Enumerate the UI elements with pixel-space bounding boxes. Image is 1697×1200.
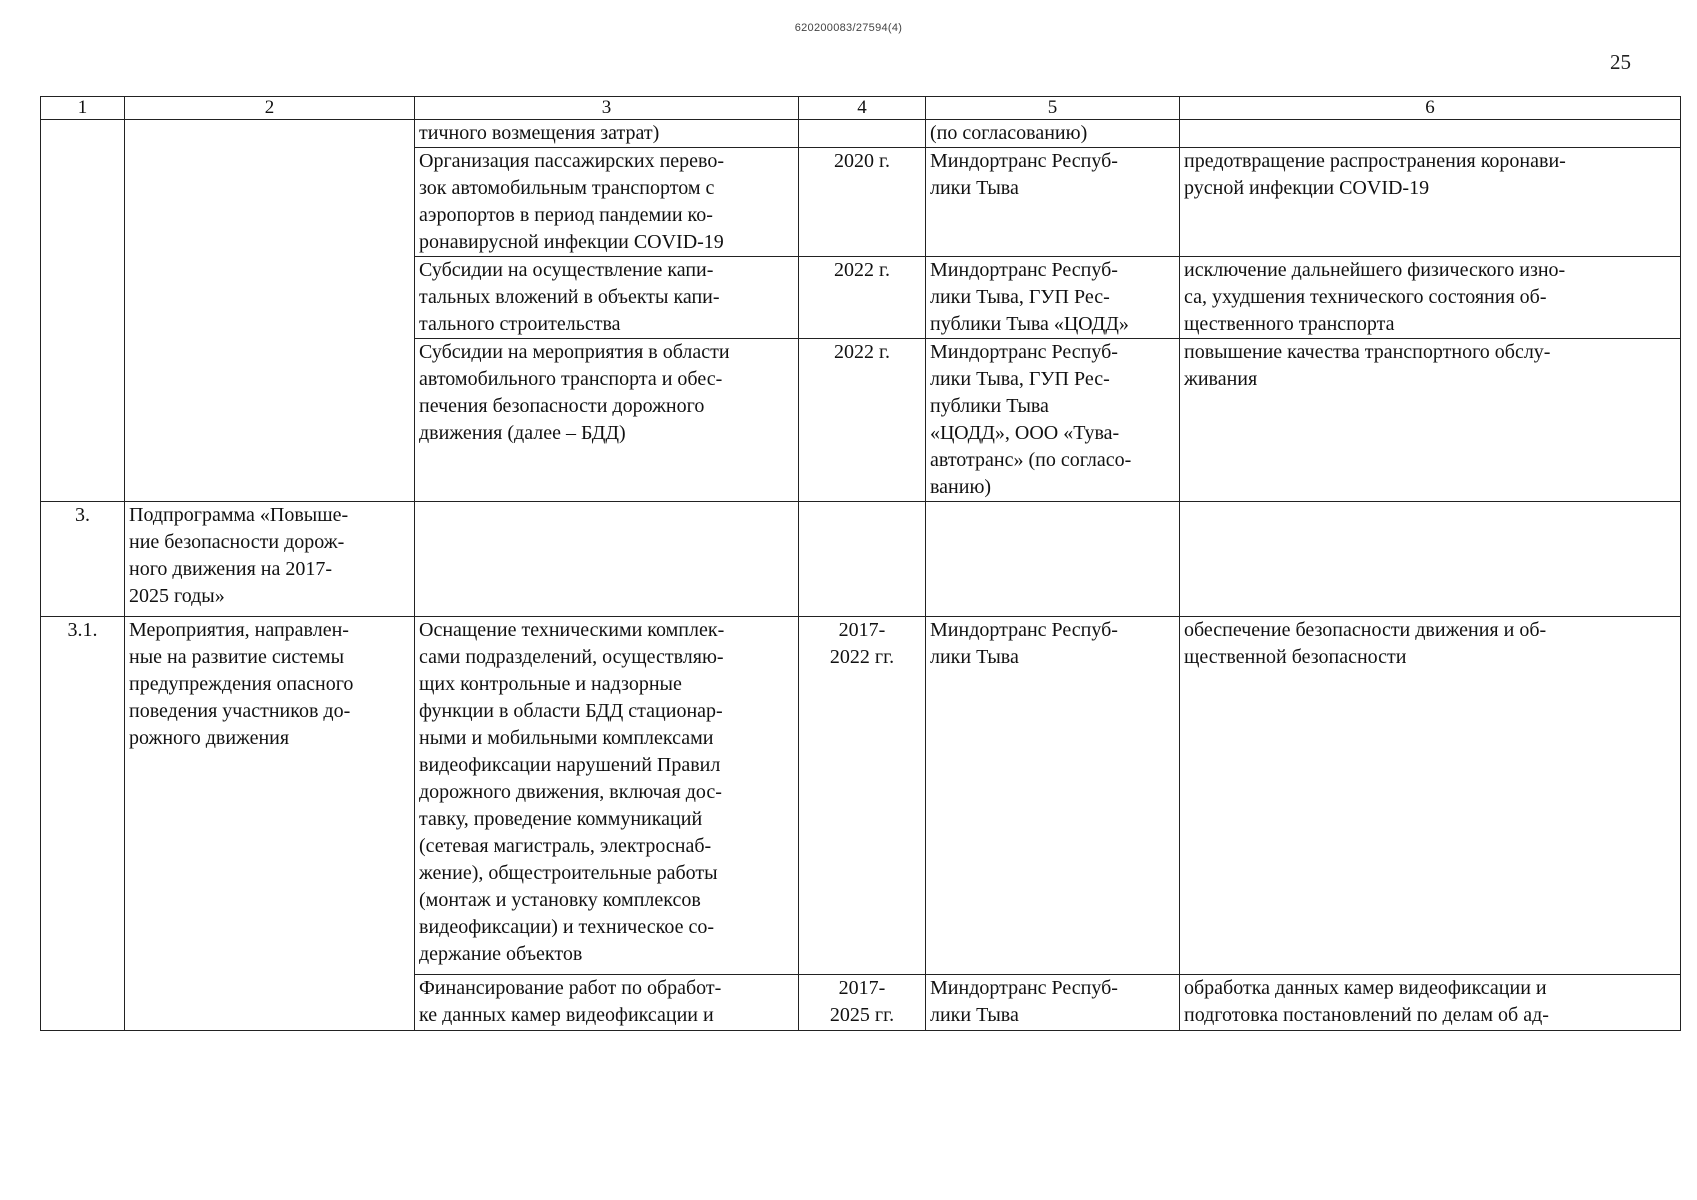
cell-result: обработка данных камер видеофиксации и подготовка постановлений по делам об ад-	[1180, 975, 1681, 1031]
header-row	[41, 97, 1681, 120]
cell-measure: Субсидии на осуществление капи- тальных вложений в объекты капи- тального строительства	[415, 257, 799, 339]
cell-period	[799, 502, 926, 617]
table-row	[41, 617, 1681, 975]
cell-executor: Миндортранс Респуб- лики Тыва	[926, 148, 1180, 257]
column-header-2: 2	[125, 97, 415, 120]
cell-period: 2022 г.	[799, 339, 926, 502]
cell-measure	[415, 502, 799, 617]
column-header-6: 6	[1180, 97, 1681, 120]
measures-table	[40, 96, 1681, 1031]
cell-executor: Миндортранс Респуб- лики Тыва, ГУП Рес- публики Тыва «ЦОДД»	[926, 257, 1180, 339]
cell-program	[125, 120, 415, 502]
column-header-5: 5	[926, 97, 1180, 120]
table-row	[41, 120, 1681, 148]
cell-result: повышение качества транспортного обслу- живания	[1180, 339, 1681, 502]
cell-result	[1180, 120, 1681, 148]
column-header-4: 4	[799, 97, 926, 120]
column-header-3: 3	[415, 97, 799, 120]
cell-executor	[926, 502, 1180, 617]
cell-measure: тичного возмещения затрат)	[415, 120, 799, 148]
document-code: 620200083/27594(4)	[794, 22, 903, 34]
cell-period: 2020 г.	[799, 148, 926, 257]
cell-period: 2017- 2025 гг.	[799, 975, 926, 1031]
cell-executor: Миндортранс Респуб- лики Тыва	[926, 975, 1180, 1031]
page-number: 25	[1610, 50, 1631, 74]
column-header-1: 1	[41, 97, 125, 120]
cell-period: 2022 г.	[799, 257, 926, 339]
cell-measure: Субсидии на мероприятия в области автомобильного транспорта и обес- печения безопасности дорожного движения (далее – БДД)	[415, 339, 799, 502]
cell-program: Подпрограмма «Повыше- ние безопасности дорож- ного движения на 2017- 2025 годы»	[125, 502, 415, 617]
cell-result	[1180, 502, 1681, 617]
cell-measure: Организация пассажирских перево- зок автомобильным транспортом с аэропортов в период пандемии ко- ронавирусной инфекции COVID-19	[415, 148, 799, 257]
table-row	[41, 502, 1681, 617]
cell-executor: (по согласованию)	[926, 120, 1180, 148]
cell-measure: Финансирование работ по обработ- ке данных камер видеофиксации и	[415, 975, 799, 1031]
cell-number: 3.1.	[41, 617, 125, 1031]
cell-result: исключение дальнейшего физического изно- са, ухудшения технического состояния об- щественного транспорта	[1180, 257, 1681, 339]
cell-measure: Оснащение техническими комплек- сами подразделений, осуществляю- щих контрольные и надзорные функции в области БДД стационар- ными и мобильными комплексами видеофиксации нарушений Правил дорожного движения, включая дос- тавку, проведение коммуникаций (сетевая магистраль, электроснаб- жение), общестроительные работы (монтаж и установку комплексов видеофиксации) и техническое со- держание объектов	[415, 617, 799, 975]
cell-result: предотвращение распространения коронави- русной инфекции COVID-19	[1180, 148, 1681, 257]
cell-period	[799, 120, 926, 148]
cell-number	[41, 120, 125, 502]
cell-number: 3.	[41, 502, 125, 617]
cell-executor: Миндортранс Респуб- лики Тыва	[926, 617, 1180, 975]
cell-program: Мероприятия, направлен- ные на развитие системы предупреждения опасного поведения участников до- рожного движения	[125, 617, 415, 1031]
cell-result: обеспечение безопасности движения и об- щественной безопасности	[1180, 617, 1681, 975]
cell-period: 2017- 2022 гг.	[799, 617, 926, 975]
cell-executor: Миндортранс Респуб- лики Тыва, ГУП Рес- публики Тыва «ЦОДД», ООО «Тува- автотранс» (по согласо- ванию)	[926, 339, 1180, 502]
